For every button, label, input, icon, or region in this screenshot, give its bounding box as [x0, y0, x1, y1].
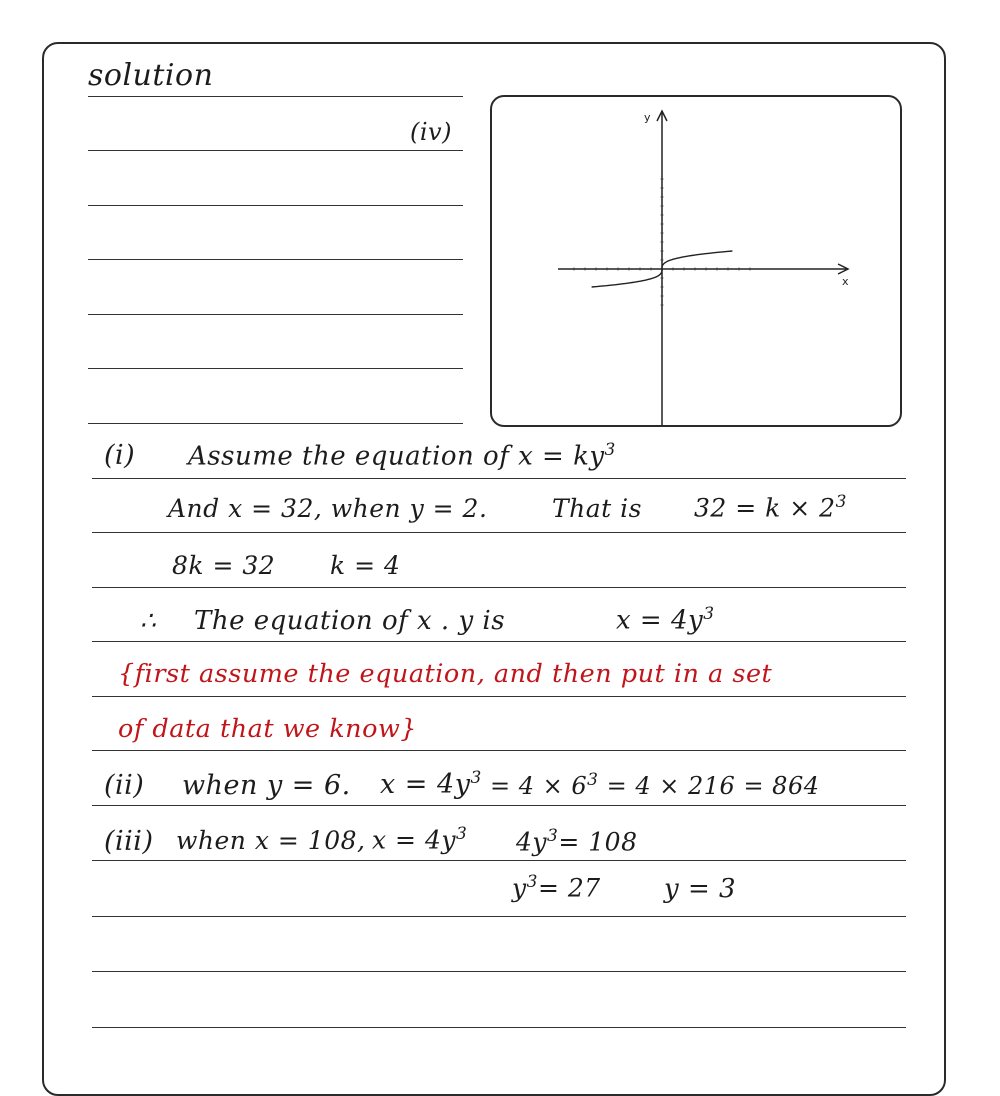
part-ii-calculation: = $4 \times 6^3 = 4 \times 216 = 864$ [490, 770, 820, 800]
ruled-line [88, 423, 463, 424]
part-i-substitution: $32 = k \times 2^3$ [694, 492, 847, 523]
graph-panel [490, 95, 902, 427]
note-line-1: {first assume the equation, and then put in a set [118, 659, 773, 689]
ruled-line [92, 696, 906, 697]
part-i-line1: Assume the equation of $x = ky^3$ [188, 440, 616, 472]
y-axis-label: y [644, 111, 651, 124]
ruled-line [92, 805, 906, 806]
part-i-number: (i) [104, 440, 136, 471]
part-iii-number: (iii) [104, 826, 154, 857]
ruled-line [92, 750, 906, 751]
part-iii-step-1: $4y^3= 108$ [516, 826, 638, 857]
part-iii-equation: $x = 4y^3$ [372, 824, 468, 855]
x-axis-label: x [842, 275, 849, 288]
part-ii-equation: $x = 4y^3$ [380, 768, 482, 800]
part-ii-condition: when y = 6. [182, 770, 351, 801]
ruled-line [92, 641, 906, 642]
ruled-line [92, 971, 906, 972]
ruled-line [92, 916, 906, 917]
graph-part-label: (iv) [410, 118, 452, 146]
part-i-that-is: That is [552, 494, 642, 523]
part-ii-number: (ii) [104, 770, 145, 801]
note-line-2: of data that we know} [118, 714, 418, 744]
ruled-line [92, 1027, 906, 1028]
part-iii-step-2: $y^3= 27$ [512, 872, 601, 903]
page-title: solution [88, 58, 214, 93]
ruled-line [88, 368, 463, 369]
ruled-line [92, 860, 906, 861]
part-iii-condition: when x = 108, [176, 826, 366, 855]
part-i-step-a: 8k = 32 [172, 551, 276, 580]
ruled-line [92, 532, 906, 533]
part-i-equation: $x = 4y^3$ [616, 604, 715, 636]
part-i-step-b: k = 4 [330, 551, 401, 580]
part-i-conclusion: The equation of x . y is [194, 606, 506, 636]
cubic-graph [492, 97, 900, 425]
ruled-line [92, 587, 906, 588]
ruled-line [88, 314, 463, 315]
ruled-line [88, 259, 463, 260]
ruled-line [88, 205, 463, 206]
part-iii-answer: y = 3 [664, 874, 737, 904]
ruled-line [88, 150, 463, 151]
part-i-given: And x = 32, when y = 2. [168, 494, 488, 523]
therefore-symbol: ∴ [140, 606, 157, 635]
ruled-line [88, 96, 463, 97]
ruled-line [92, 478, 906, 479]
